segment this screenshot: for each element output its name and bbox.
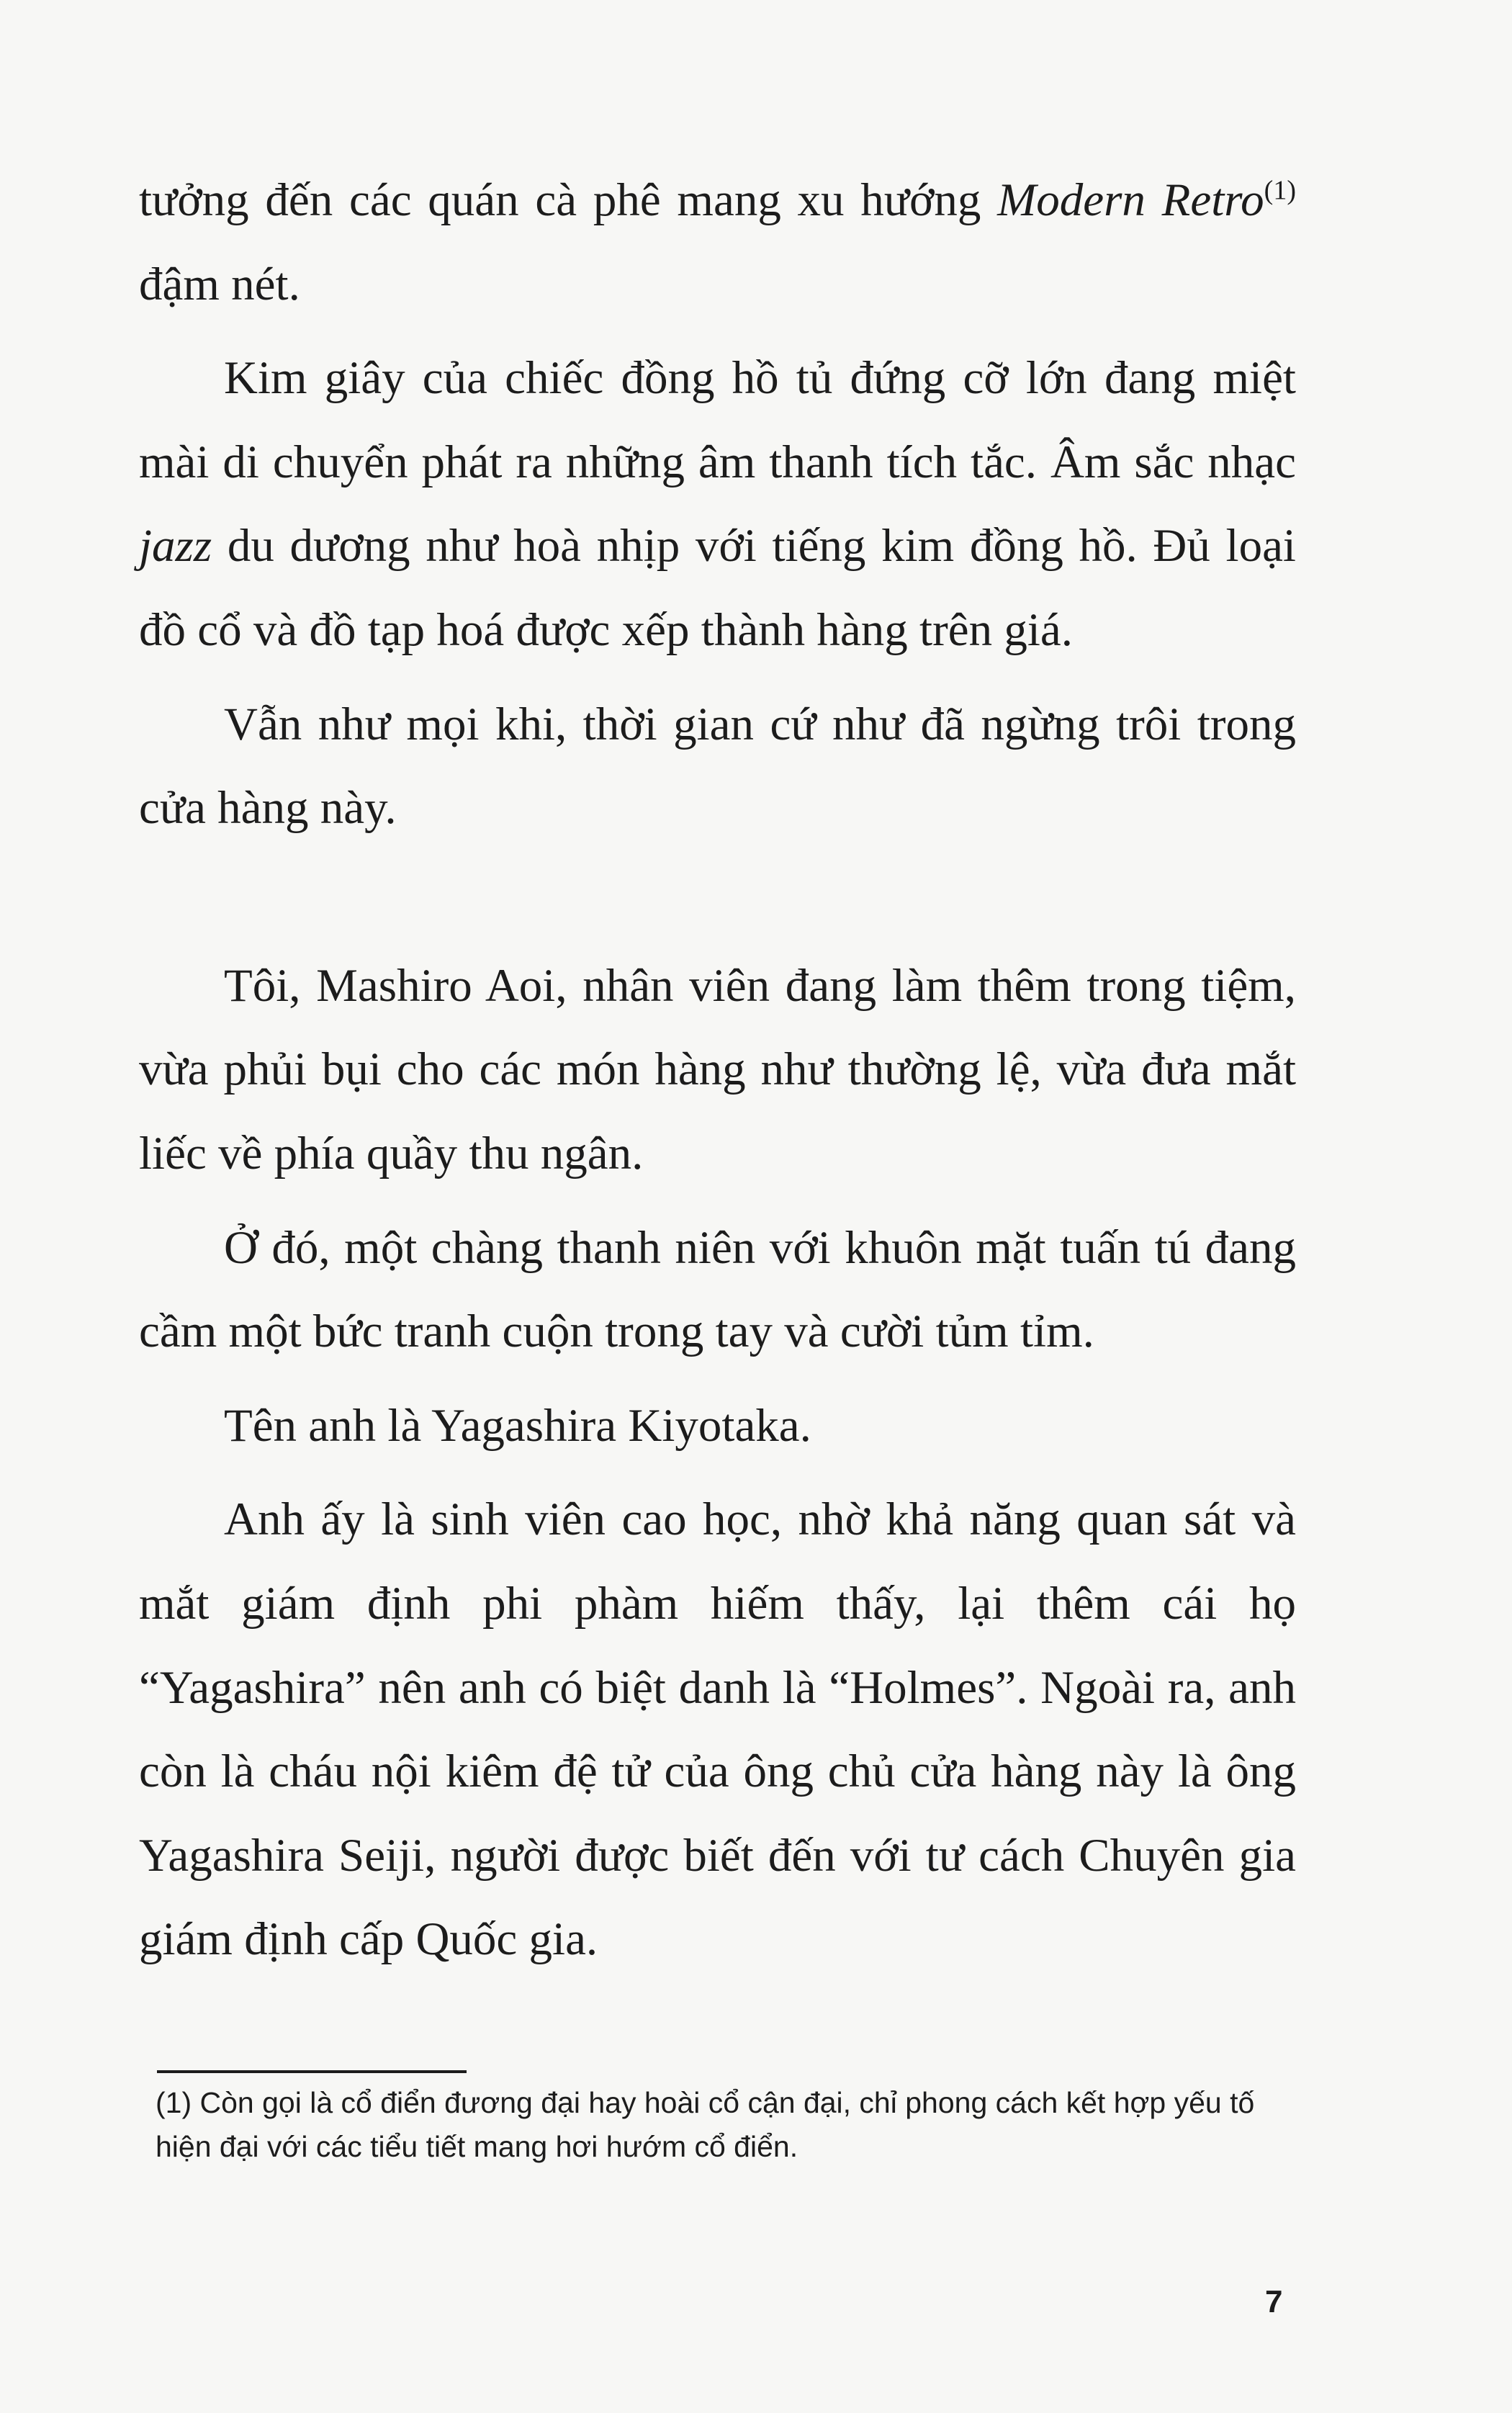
paragraph-6: Tên anh là Yagashira Kiyotaka. [224, 1399, 811, 1452]
paragraph-1-text: tưởng đến các quán cà phê mang xu hướng [139, 174, 998, 226]
paragraph-2 [139, 336, 1296, 672]
paragraph-1 [139, 158, 1296, 326]
paragraph-3: Vẫn như mọi khi, thời gian cứ như đã ngừng trôi trong cửa hàng này. [139, 698, 1296, 835]
footnote: (1) Còn gọi là cổ điển đương đại hay hoài cổ cận đại, chỉ phong cách kết hợp yếu tố hiện đại với các tiểu tiết mang hơi hướm cổ điển. [156, 2086, 1255, 2163]
paragraph-2-text: Kim giây của chiếc đồng hồ tủ đứng cỡ lớn đang miệt mài di chuyển phát ra những âm thanh tích tắc. Âm sắc nhạc [139, 352, 1296, 488]
footnote-divider [157, 2070, 467, 2073]
paragraph-2-text-end: du dương như hoà nhịp với tiếng kim đồng hồ. Đủ loại đồ cổ và đồ tạp hoá được xếp thành hàng trên giá. [139, 520, 1296, 656]
paragraph-2-italic: jazz [139, 520, 212, 572]
book-page-body [139, 158, 1296, 1982]
footnote-reference: (1) [1264, 175, 1296, 206]
paragraph-1-italic: Modern Retro [997, 174, 1264, 226]
page-number: 7 [1265, 2284, 1283, 2319]
paragraph-1-text-end: đậm nét. [139, 258, 300, 310]
paragraph-7: Anh ấy là sinh viên cao học, nhờ khả năng quan sát và mắt giám định phi phàm hiếm thấy, lại thêm cái họ “Yagashira” nên anh có biệt danh là “Holmes”. Ngoài ra, anh còn là cháu nội kiêm đệ tử của ông chủ cửa hàng này là ông Yagashira Seiji, người được biết đến với tư cách Chuyên gia giám định cấp Quốc gia. [139, 1493, 1296, 1966]
paragraph-4: Tôi, Mashiro Aoi, nhân viên đang làm thêm trong tiệm, vừa phủi bụi cho các món hàng như thường lệ, vừa đưa mắt liếc về phía quầy thu ngân. [139, 959, 1296, 1179]
paragraph-5: Ở đó, một chàng thanh niên với khuôn mặt tuấn tú đang cầm một bức tranh cuộn trong tay và cười tủm tỉm. [139, 1221, 1296, 1358]
